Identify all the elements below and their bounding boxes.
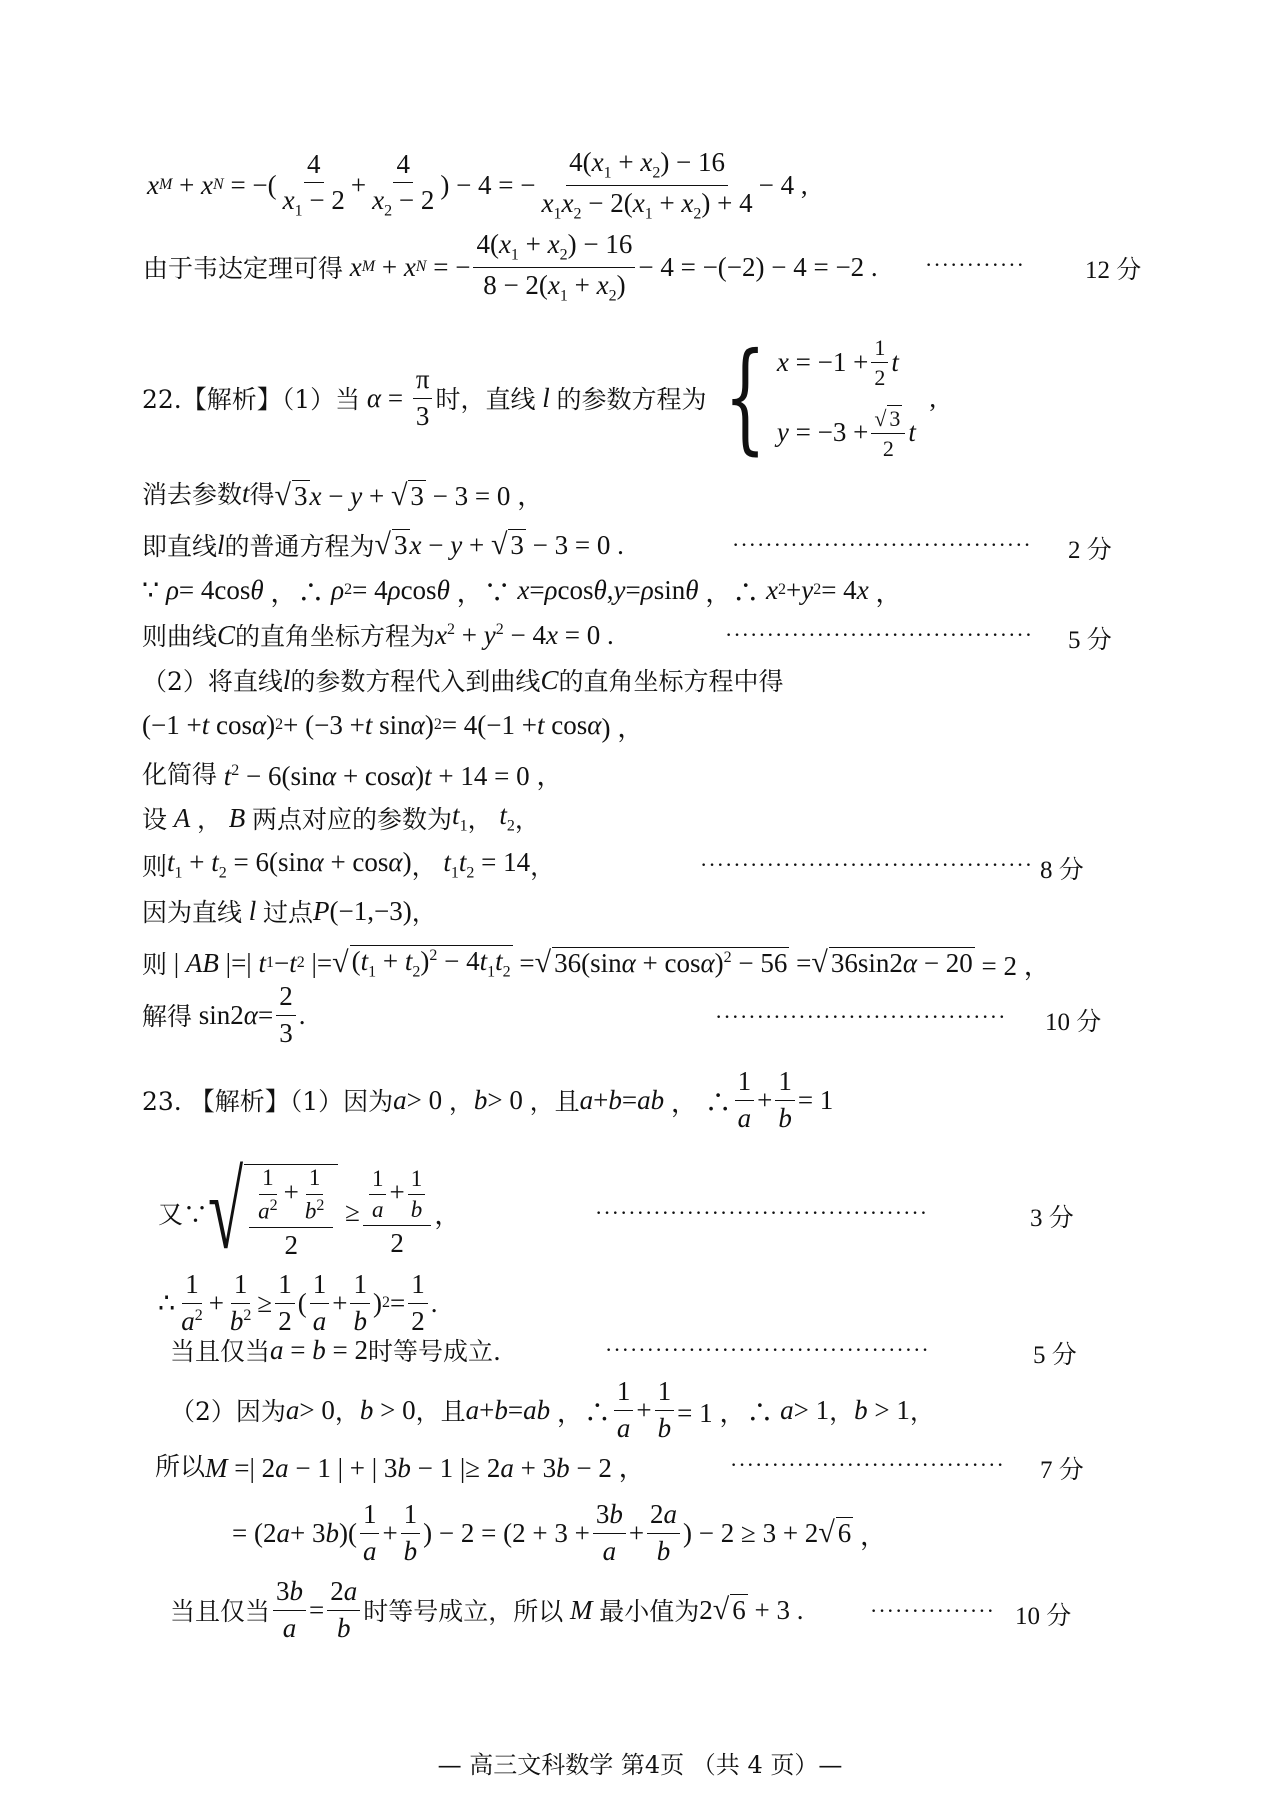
params-ab-line: 设 A ， B 两点对应的参数为 $t_1$ ， $t_2$ ， bbox=[142, 800, 540, 835]
curve-c-equation-line: 则曲线 C 的直角坐标方程为 $x^2 + y^2 - 4x = 0$ . bbox=[142, 619, 614, 651]
line15-math: sin2 α = $\frac{2}{3}$ . bbox=[192, 981, 306, 1048]
line7-math: $x^2 + y^2 - 4x = 0$ . bbox=[435, 619, 614, 650]
point-p-line: 因为直线 l 过点 P(−1,−3) ， bbox=[142, 895, 437, 927]
problem-23-header bbox=[142, 1060, 833, 1140]
parametric-system bbox=[707, 328, 916, 467]
equation-line-2 bbox=[143, 230, 878, 304]
leader-dots: ········································ bbox=[700, 852, 1034, 877]
score-5b: 5 分 bbox=[1033, 1342, 1077, 1369]
amgm-line: = (2 a + 3 b )( $\frac{1}{a}$ + $\frac{1}{b}$ ) − 2 = (2 + 3 + $\frac{3b}{a}$ + $\frac{2a}{b}$ ) − 2 ≥ 3 + 2 √ 6 ， bbox=[232, 1499, 888, 1566]
score-5: 5 分 bbox=[1068, 627, 1112, 654]
line2-text: 由于韦达定理可得 bbox=[143, 254, 344, 283]
leader-dots: ······································· bbox=[605, 1337, 930, 1362]
line16-math: a > 0 ， b > 0 ，且 a + b = ab ， ∴ $\frac{1}{a}$ + $\frac{1}{b}$ = 1 bbox=[393, 1066, 834, 1133]
line2-math: x M + x N = − $\frac{4(x_1 + x_2) - 16}{8 - 2(x_1 + x_2)}$ − 4 = −(−2) − 4 = −2 . bbox=[349, 228, 878, 304]
leader-dots: ··············· bbox=[870, 1598, 995, 1623]
leader-dots: ···································· bbox=[732, 532, 1032, 557]
distance-ab-line: 则 | AB |=| t 1 − t 2 |= √ $(t_1 + t_2)^2 - 4t_1t_2$ = √ $36(\sin\alpha + \cos\alpha)^2 - 56$ = √ 36sin2α − 20 = 2 ， bbox=[142, 945, 1051, 981]
leader-dots: ············ bbox=[925, 252, 1025, 277]
eliminate-parameter-line: 消去参数 t 得 √ 3x − y + √ 3 − 3 = 0 ， bbox=[142, 468, 544, 518]
equality-condition-line: 当且仅当 a = b = 2 时等号成立. bbox=[170, 1334, 501, 1366]
score-10b: 10 分 bbox=[1015, 1603, 1072, 1630]
score-12: 12 分 bbox=[1085, 257, 1142, 284]
leader-dots: ········································ bbox=[595, 1200, 929, 1225]
simplify-line: 化简得 $t^2 - 6(\sin\alpha + \cos\alpha)t + 14 = 0$ ， bbox=[142, 760, 564, 791]
score-2: 2 分 bbox=[1068, 537, 1112, 564]
polar-conversion-line: ∵ ρ = 4cos θ ，∴ ρ 2 = 4 ρ cos θ ，∵ x = ρ cos θ , y = ρ sin θ ，∴ x 2 + y 2 = 4 x ， bbox=[142, 574, 903, 608]
line17-math: √ $\frac{1}{a^2}$ + $\frac{1}{b^2}$ 2 ≥ $\frac{1}{a}$ + $\frac{1}{b}$ 2 ， bbox=[208, 1151, 462, 1272]
equation-line-1: x M + x N = −( $\frac{4}{x_1 - 2}$ + $\frac{4}{x_2 - 2}$ ) − 4 = − $\frac{4(x_1 + x_2) - 16}{x_1x_2 - 2(x_1 + x_2) + 4}$ − 4 , bbox=[147, 146, 808, 222]
minimum-value-line: 当且仅当 $\frac{3b}{a}$ = $\frac{2a}{b}$ 时等号成立，所以 M 最小值为 2√ 6 + 3 . bbox=[170, 1576, 804, 1643]
score-8: 8 分 bbox=[1040, 857, 1084, 884]
sum-reciprocal-squares-line: ∴ $\frac{1}{a^2}$ + $\frac{1}{b^2}$ ≥ $\frac{1}{2}$ ( $\frac{1}{a}$ + $\frac{1}{b}$ ) 2 = $\frac{1}{2}$ . bbox=[158, 1269, 438, 1336]
leader-dots: ····································· bbox=[725, 622, 1034, 647]
alpha-condition: α = $\frac{\pi}{3}$ bbox=[360, 364, 435, 431]
substitution-line: (−1 + t cos α ) 2 + (−3 + t sin α ) 2 = 4(−1 + t cos α ) ， bbox=[142, 709, 645, 743]
left-brace: { bbox=[723, 328, 766, 467]
sys-eq-y: y = −3 + $\frac{√ 3}{2}$ t bbox=[776, 405, 916, 461]
sys-eq-x: x = −1 + $\frac{1}{2}$ t bbox=[776, 334, 899, 391]
m-definition-line: 所以 M =| 2a − 1 | + | 3b − 1 |≥ 2a + 3b − 2 ， bbox=[155, 1452, 646, 1483]
line4-math: √ 3x − y + √ 3 − 3 = 0 ， bbox=[274, 478, 545, 512]
leader-dots: ··································· bbox=[715, 1004, 1007, 1029]
problem-22-header: 22.【解析】（1）当 α = $\frac{\pi}{3}$ 时，直线 l 的参数方程为 { x = −1 + $\frac{1}{2}$ t y = −3 + $\frac{√ 3}{2}$ t , bbox=[142, 328, 937, 467]
part-2-intro: （2）将直线 l 的参数方程代入到曲线 C 的直角坐标方程中得 bbox=[142, 664, 784, 696]
normal-equation-line: 即直线 l 的普通方程为 √ 3x − y + √ 3 − 3 = 0 . bbox=[142, 528, 624, 561]
score-3: 3 分 bbox=[1030, 1205, 1074, 1232]
inequality-line: 又∵ √ $\frac{1}{a^2}$ + $\frac{1}{b^2}$ 2 ≥ $\frac{1}{a}$ + $\frac{1}{b}$ 2 ， bbox=[158, 1151, 462, 1272]
part2-conditions-line: （2）因为 a > 0 ， b > 0 ，且 a + b = ab ，∴ $\frac{1}{a}$ + $\frac{1}{b}$ = 1 ，∴ a > 1 ， b > 1 ， bbox=[170, 1376, 935, 1443]
score-10: 10 分 bbox=[1045, 1009, 1102, 1036]
leader-dots: ································· bbox=[730, 1452, 1005, 1477]
line5-math: √ 3x − y + √ 3 − 3 = 0 . bbox=[374, 528, 624, 561]
p23-label: 23. 【解析】（1）因为 bbox=[142, 1087, 394, 1116]
page-footer: — 高三文科数学 第4页 （共 4 页）— bbox=[437, 1751, 843, 1779]
p22-label: 22.【解析】（1）当 bbox=[142, 385, 361, 414]
solve-sin2a-line: 解得 sin2 α = $\frac{2}{3}$ . bbox=[142, 981, 306, 1048]
score-7: 7 分 bbox=[1040, 1457, 1084, 1484]
vieta-line: 则 $t_1 + t_2 = 6(\sin\alpha + \cos\alpha)$ ， $t_1t_2 = 14$ ， bbox=[142, 847, 556, 882]
